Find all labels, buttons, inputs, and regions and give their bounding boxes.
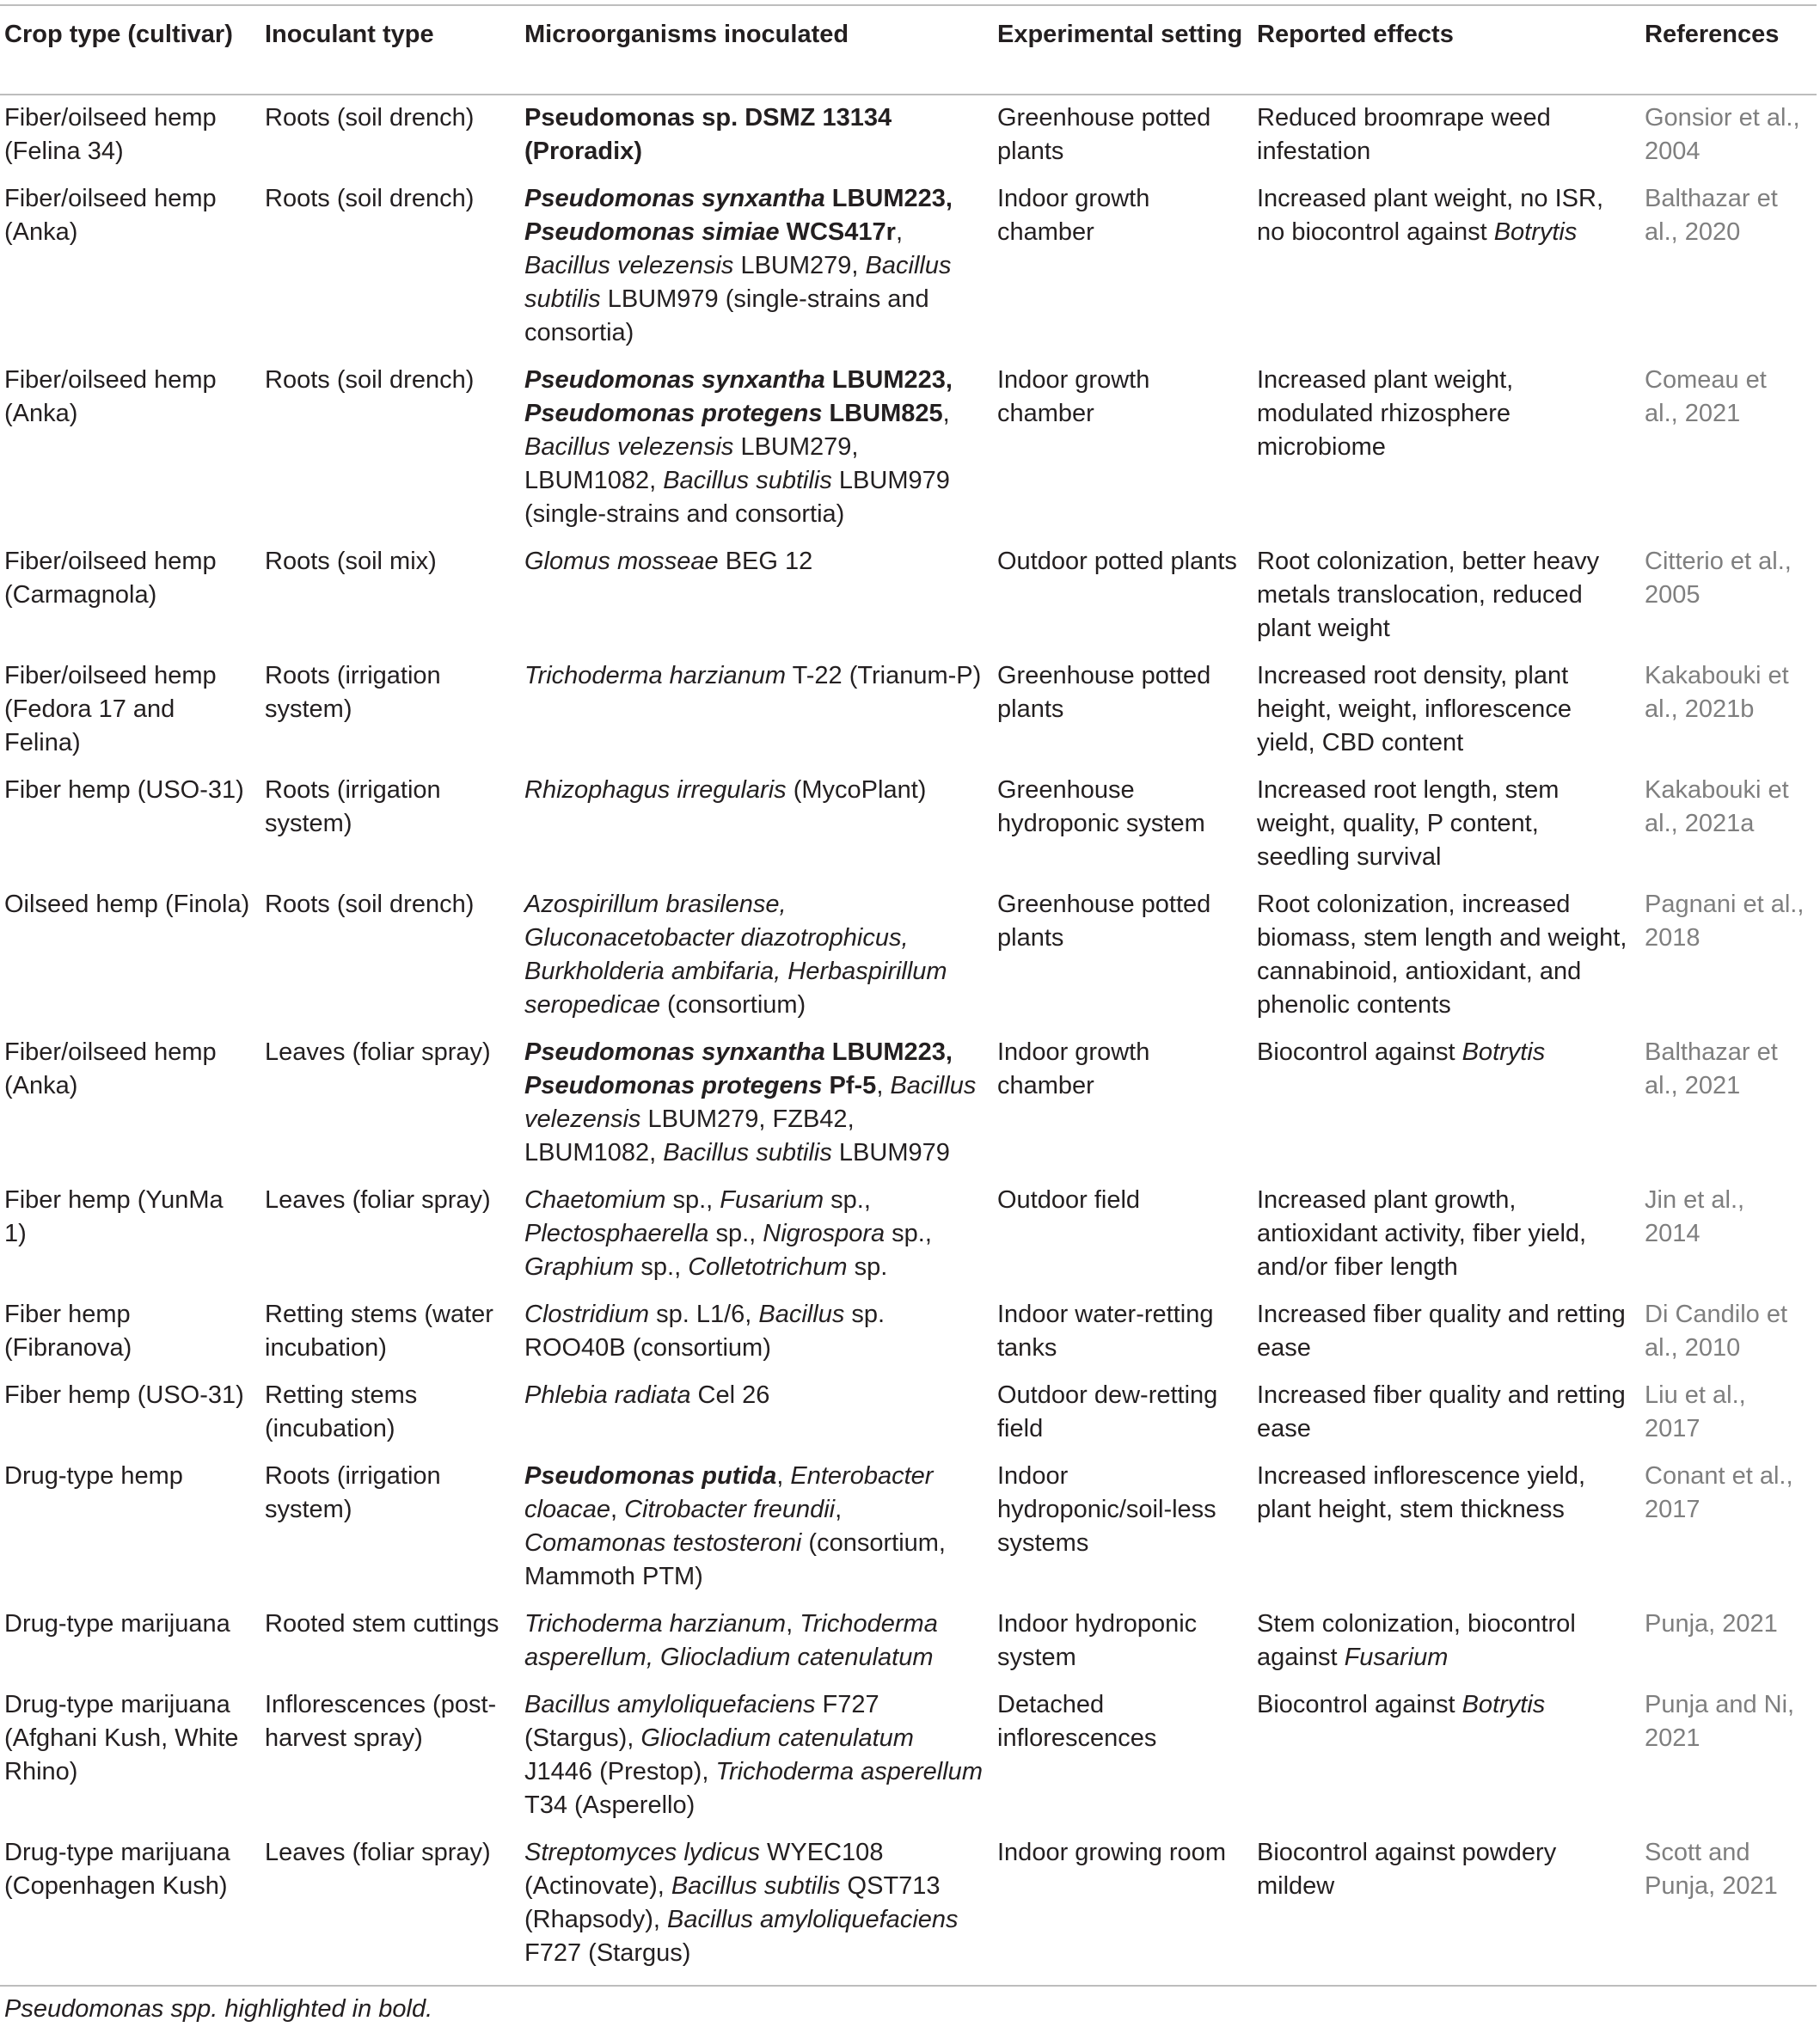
cell-experimental-setting: Outdoor field bbox=[997, 1186, 1141, 1214]
cell-crop-type: Drug-type marijuana bbox=[4, 1610, 230, 1638]
cell-reference: Balthazar et al., 2021 bbox=[1645, 1038, 1778, 1099]
cell-reference: Balthazar et al., 2020 bbox=[1645, 185, 1778, 246]
cell-reported-effects: Root colonization, increased biomass, stem length and weight, cannabinoid, antioxidant, and phenolic contents bbox=[1257, 891, 1627, 1019]
cell-reference: Citterio et al., 2005 bbox=[1645, 548, 1792, 609]
cell-microorganisms: Phlebia radiata Cel 26 bbox=[524, 1381, 770, 1409]
header-inoculant-type: Inoculant type bbox=[265, 21, 434, 48]
cell-microorganisms: Streptomyces lydicus WYEC108 (Actinovate), Bacillus subtilis QST713 (Rhapsody), Bacillus amyloliquefaciens F727 (Stargus) bbox=[524, 1839, 959, 1967]
cell-inoculant-type: Inflorescences (post-harvest spray) bbox=[265, 1691, 497, 1752]
cell-crop-type: Fiber/oilseed hemp (Felina 34) bbox=[4, 104, 217, 165]
cell-reference: Conant et al., 2017 bbox=[1645, 1462, 1793, 1523]
cell-crop-type: Fiber/oilseed hemp (Anka) bbox=[4, 1038, 217, 1099]
top-rule bbox=[0, 4, 1817, 6]
header-experimental-setting: Experimental setting bbox=[997, 21, 1243, 48]
cell-experimental-setting: Indoor water-retting tanks bbox=[997, 1301, 1214, 1362]
cell-experimental-setting: Indoor hydroponic/soil-less systems bbox=[997, 1462, 1216, 1557]
cell-crop-type: Fiber hemp (Fibranova) bbox=[4, 1301, 132, 1362]
cell-crop-type: Drug-type marijuana (Copenhagen Kush) bbox=[4, 1839, 230, 1900]
cell-reference: Comeau et al., 2021 bbox=[1645, 366, 1767, 427]
cell-crop-type: Fiber hemp (USO-31) bbox=[4, 776, 244, 804]
cell-experimental-setting: Outdoor potted plants bbox=[997, 548, 1237, 575]
cell-microorganisms: Azospirillum brasilense, Gluconacetobacter diazotrophicus, Burkholderia ambifaria, Herbaspirillum seropedicae (consortium) bbox=[524, 891, 947, 1019]
cell-reported-effects: Increased plant weight, modulated rhizosphere microbiome bbox=[1257, 366, 1514, 461]
cell-reported-effects: Increased root density, plant height, weight, inflorescence yield, CBD content bbox=[1257, 662, 1572, 756]
cell-microorganisms: Trichoderma harzianum, Trichoderma asperellum, Gliocladium catenulatum bbox=[524, 1610, 938, 1671]
table-row bbox=[0, 1171, 1817, 1285]
cell-inoculant-type: Roots (soil mix) bbox=[265, 548, 437, 575]
cell-microorganisms: Pseudomonas synxantha LBUM223, Pseudomonas protegens LBUM825, Bacillus velezensis LBUM279, LBUM1082, Bacillus subtilis LBUM979 (single-strains and consortia) bbox=[524, 366, 953, 528]
table-row bbox=[0, 532, 1817, 646]
cell-reported-effects: Increased plant growth, antioxidant activity, fiber yield, and/or fiber length bbox=[1257, 1186, 1587, 1281]
cell-reference: Gonsior et al., 2004 bbox=[1645, 104, 1800, 165]
cell-inoculant-type: Roots (soil drench) bbox=[265, 104, 475, 132]
cell-experimental-setting: Greenhouse potted plants bbox=[997, 662, 1211, 723]
cell-reported-effects: Biocontrol against Botrytis bbox=[1257, 1691, 1546, 1718]
table-header-row bbox=[0, 13, 1817, 89]
cell-reported-effects: Reduced broomrape weed infestation bbox=[1257, 104, 1551, 165]
cell-experimental-setting: Indoor growth chamber bbox=[997, 366, 1150, 427]
cell-microorganisms: Pseudomonas synxantha LBUM223, Pseudomonas simiae WCS417r, Bacillus velezensis LBUM279, Bacillus subtilis LBUM979 (single-strains and consortia) bbox=[524, 185, 953, 346]
cell-inoculant-type: Retting stems (water incubation) bbox=[265, 1301, 493, 1362]
table-row bbox=[0, 1366, 1817, 1447]
table-row bbox=[0, 875, 1817, 1023]
header-microorganisms: Microorganisms inoculated bbox=[524, 21, 849, 48]
cell-experimental-setting: Greenhouse potted plants bbox=[997, 891, 1211, 952]
cell-inoculant-type: Roots (soil drench) bbox=[265, 366, 475, 394]
cell-inoculant-type: Roots (irrigation system) bbox=[265, 776, 441, 837]
cell-inoculant-type: Roots (soil drench) bbox=[265, 185, 475, 212]
cell-inoculant-type: Roots (soil drench) bbox=[265, 891, 475, 918]
cell-microorganisms: Clostridium sp. L1/6, Bacillus sp. ROO40B (consortium) bbox=[524, 1301, 885, 1362]
cell-experimental-setting: Outdoor dew-retting field bbox=[997, 1381, 1218, 1442]
cell-experimental-setting: Greenhouse hydroponic system bbox=[997, 776, 1205, 837]
table-row bbox=[0, 351, 1817, 532]
cell-inoculant-type: Leaves (foliar spray) bbox=[265, 1839, 491, 1866]
cell-reported-effects: Increased inflorescence yield, plant height, stem thickness bbox=[1257, 1462, 1586, 1523]
cell-inoculant-type: Leaves (foliar spray) bbox=[265, 1038, 491, 1066]
cell-microorganisms: Bacillus amyloliquefaciens F727 (Stargus), Gliocladium catenulatum J1446 (Prestop), Trichoderma asperellum T34 (Asperello) bbox=[524, 1691, 983, 1819]
cell-reference: Scott and Punja, 2021 bbox=[1645, 1839, 1778, 1900]
cell-experimental-setting: Indoor growing room bbox=[997, 1839, 1226, 1866]
cell-reference: Di Candilo et al., 2010 bbox=[1645, 1301, 1788, 1362]
cell-experimental-setting: Indoor hydroponic system bbox=[997, 1610, 1198, 1671]
cell-microorganisms: Pseudomonas sp. DSMZ 13134 (Proradix) bbox=[524, 104, 892, 165]
cell-microorganisms: Pseudomonas synxantha LBUM223, Pseudomonas protegens Pf-5, Bacillus velezensis LBUM279, FZB42, LBUM1082, Bacillus subtilis LBUM979 bbox=[524, 1038, 977, 1167]
cell-reference: Punja and Ni, 2021 bbox=[1645, 1691, 1795, 1752]
cell-inoculant-type: Roots (irrigation system) bbox=[265, 662, 441, 723]
cell-reference: Kakabouki et al., 2021b bbox=[1645, 662, 1789, 723]
cell-crop-type: Drug-type marijuana (Afghani Kush, White Rhino) bbox=[4, 1691, 239, 1785]
cell-reported-effects: Biocontrol against powdery mildew bbox=[1257, 1839, 1557, 1900]
cell-reference: Punja, 2021 bbox=[1645, 1610, 1778, 1638]
cell-reported-effects: Increased root length, stem weight, quality, P content, seedling survival bbox=[1257, 776, 1560, 871]
cell-inoculant-type: Leaves (foliar spray) bbox=[265, 1186, 491, 1214]
cell-crop-type: Oilseed hemp (Finola) bbox=[4, 891, 250, 918]
cell-reference: Jin et al., 2014 bbox=[1645, 1186, 1745, 1247]
cell-reference: Liu et al., 2017 bbox=[1645, 1381, 1746, 1442]
cell-reported-effects: Root colonization, better heavy metals translocation, reduced plant weight bbox=[1257, 548, 1600, 642]
cell-microorganisms: Pseudomonas putida, Enterobacter cloacae, Citrobacter freundii, Comamonas testosteroni (consortium, Mammoth PTM) bbox=[524, 1462, 946, 1590]
bottom-rule bbox=[0, 1985, 1817, 1987]
table-row bbox=[0, 169, 1817, 351]
cell-experimental-setting: Indoor growth chamber bbox=[997, 185, 1150, 246]
cell-reference: Kakabouki et al., 2021a bbox=[1645, 776, 1789, 837]
cell-reference: Pagnani et al., 2018 bbox=[1645, 891, 1805, 952]
header-crop-type: Crop type (cultivar) bbox=[4, 21, 233, 48]
table-row bbox=[0, 1285, 1817, 1366]
header-references: References bbox=[1645, 21, 1780, 48]
table-row bbox=[0, 646, 1817, 761]
cell-crop-type: Drug-type hemp bbox=[4, 1462, 183, 1490]
table-row bbox=[0, 1023, 1817, 1171]
table-row bbox=[0, 1595, 1817, 1675]
table-row bbox=[0, 89, 1817, 169]
table-row bbox=[0, 1823, 1817, 1971]
cell-microorganisms: Chaetomium sp., Fusarium sp., Plectosphaerella sp., Nigrospora sp., Graphium sp., Colletotrichum sp. bbox=[524, 1186, 932, 1281]
header-reported-effects: Reported effects bbox=[1257, 21, 1454, 48]
cell-reported-effects: Increased fiber quality and retting ease bbox=[1257, 1301, 1626, 1362]
cell-inoculant-type: Roots (irrigation system) bbox=[265, 1462, 441, 1523]
table-footnote: Pseudomonas spp. highlighted in bold. bbox=[4, 1995, 433, 2023]
table-row bbox=[0, 1675, 1817, 1823]
cell-experimental-setting: Indoor growth chamber bbox=[997, 1038, 1150, 1099]
table-row bbox=[0, 1447, 1817, 1595]
cell-experimental-setting: Greenhouse potted plants bbox=[997, 104, 1211, 165]
cell-crop-type: Fiber/oilseed hemp (Carmagnola) bbox=[4, 548, 217, 609]
cell-reported-effects: Stem colonization, biocontrol against Fusarium bbox=[1257, 1610, 1576, 1671]
cell-reported-effects: Increased plant weight, no ISR, no biocontrol against Botrytis bbox=[1257, 185, 1604, 246]
cell-inoculant-type: Retting stems (incubation) bbox=[265, 1381, 418, 1442]
cell-microorganisms: Glomus mosseae BEG 12 bbox=[524, 548, 813, 575]
cell-reported-effects: Biocontrol against Botrytis bbox=[1257, 1038, 1546, 1066]
cell-crop-type: Fiber hemp (USO-31) bbox=[4, 1381, 244, 1409]
cell-inoculant-type: Rooted stem cuttings bbox=[265, 1610, 499, 1638]
cell-crop-type: Fiber/oilseed hemp (Anka) bbox=[4, 366, 217, 427]
cell-experimental-setting: Detached inflorescences bbox=[997, 1691, 1157, 1752]
cell-crop-type: Fiber/oilseed hemp (Fedora 17 and Felina) bbox=[4, 662, 217, 756]
cell-microorganisms: Rhizophagus irregularis (MycoPlant) bbox=[524, 776, 927, 804]
table-row bbox=[0, 761, 1817, 875]
cell-reported-effects: Increased fiber quality and retting ease bbox=[1257, 1381, 1626, 1442]
data-table bbox=[0, 13, 1817, 1971]
cell-crop-type: Fiber hemp (YunMa 1) bbox=[4, 1186, 224, 1247]
cell-microorganisms: Trichoderma harzianum T-22 (Trianum-P) bbox=[524, 662, 982, 689]
table-body bbox=[0, 89, 1817, 1971]
cell-crop-type: Fiber/oilseed hemp (Anka) bbox=[4, 185, 217, 246]
